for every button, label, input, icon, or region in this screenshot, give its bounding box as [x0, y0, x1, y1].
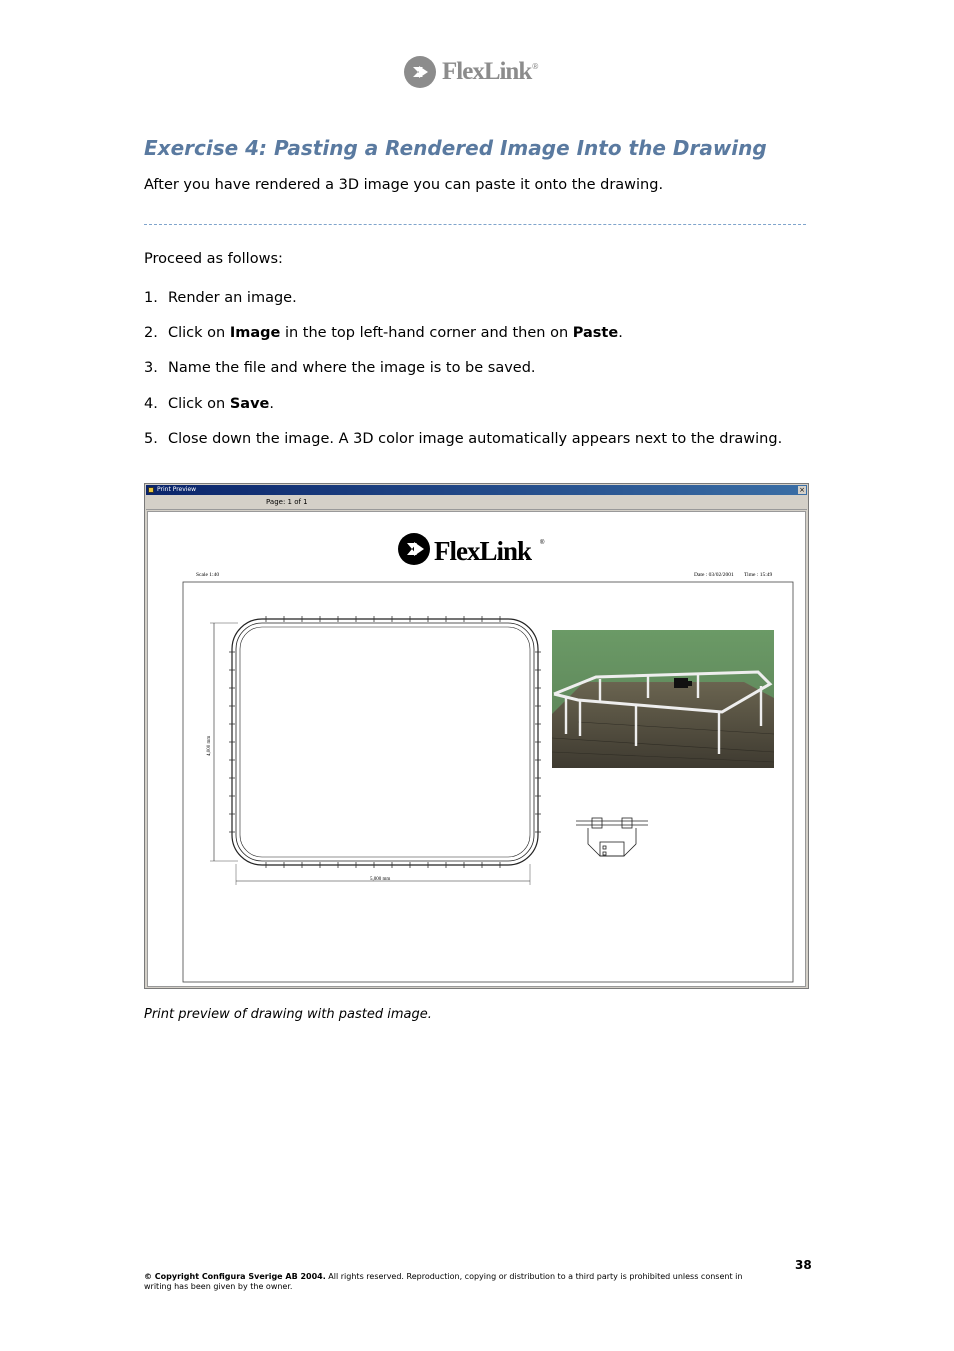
step-item: [144, 290, 297, 306]
logo-text: FlexLink: [442, 58, 532, 85]
scale-label: Scale 1:40: [196, 572, 220, 578]
app-icon: [148, 487, 154, 493]
section-detail: [576, 818, 648, 856]
dimension-horizontal: 5,000 mm: [370, 877, 391, 882]
step-item: [144, 360, 536, 376]
intro-text: After you have rendered a 3D image you can paste it onto the drawing.: [144, 177, 664, 193]
time-label: Time : 15:49: [744, 572, 773, 578]
step-number: 3.: [144, 360, 158, 376]
step-keyword: Paste: [572, 325, 619, 341]
flexlink-logo-mark-icon: [404, 56, 436, 88]
close-button[interactable]: ×: [799, 486, 805, 494]
step-text: Render an image.: [168, 290, 297, 306]
step-number: 1.: [144, 290, 158, 306]
pasted-3d-image: [552, 630, 774, 768]
page-title: Exercise 4: Pasting a Rendered Image Into the Drawing: [144, 136, 767, 160]
preview-sheet: [147, 511, 806, 987]
footer-copyright-text: All rights reserved. Reproduction, copying or distribution to a third party is prohibited unless consent in writing has been given by the owner.: [144, 1272, 743, 1291]
step-text: Close down the image. A 3D color image automatically appears next to the drawing.: [168, 431, 783, 447]
conveyor-layout: [210, 616, 541, 885]
step-text: Click on: [168, 325, 230, 341]
preview-logo-text: FlexLink: [434, 536, 532, 566]
preview-logo: [398, 533, 545, 566]
step-text: .: [269, 396, 274, 412]
step-item: [144, 431, 782, 447]
page-indicator-bar: [146, 495, 807, 510]
step-text: in the top left-hand corner and then on: [280, 325, 573, 341]
step-number: 5.: [144, 431, 158, 447]
window-titlebar: [146, 485, 807, 495]
step-number: 4.: [144, 396, 158, 412]
step-keyword: Image: [229, 325, 281, 341]
section-divider: [144, 224, 806, 225]
step-text: Name the file and where the image is to be saved.: [168, 360, 536, 376]
svg-text:®: ®: [540, 540, 545, 546]
step-item: [144, 325, 623, 341]
dimension-vertical: 4,000 mm: [207, 735, 212, 756]
proceed-text: Proceed as follows:: [144, 251, 283, 267]
footer: [144, 1272, 744, 1292]
window-title: Print Preview: [157, 486, 197, 493]
registered-mark: ®: [531, 62, 540, 71]
step-text: .: [618, 325, 623, 341]
figure-caption: Print preview of drawing with pasted image.: [144, 1007, 432, 1022]
date-label: Date : 03/02/2001: [694, 572, 734, 578]
step-item: [144, 396, 274, 412]
footer-copyright-bold: © Copyright Configura Sverige AB 2004.: [144, 1272, 326, 1281]
preview-drawing: [148, 512, 805, 986]
page-indicator: Page: 1 of 1: [266, 498, 308, 506]
page-number: 38: [795, 1258, 812, 1272]
print-preview-window: [144, 483, 809, 989]
step-keyword: Save: [229, 396, 270, 412]
flexlink-logo: [404, 56, 539, 88]
step-text: Click on: [168, 396, 230, 412]
step-number: 2.: [144, 325, 158, 341]
